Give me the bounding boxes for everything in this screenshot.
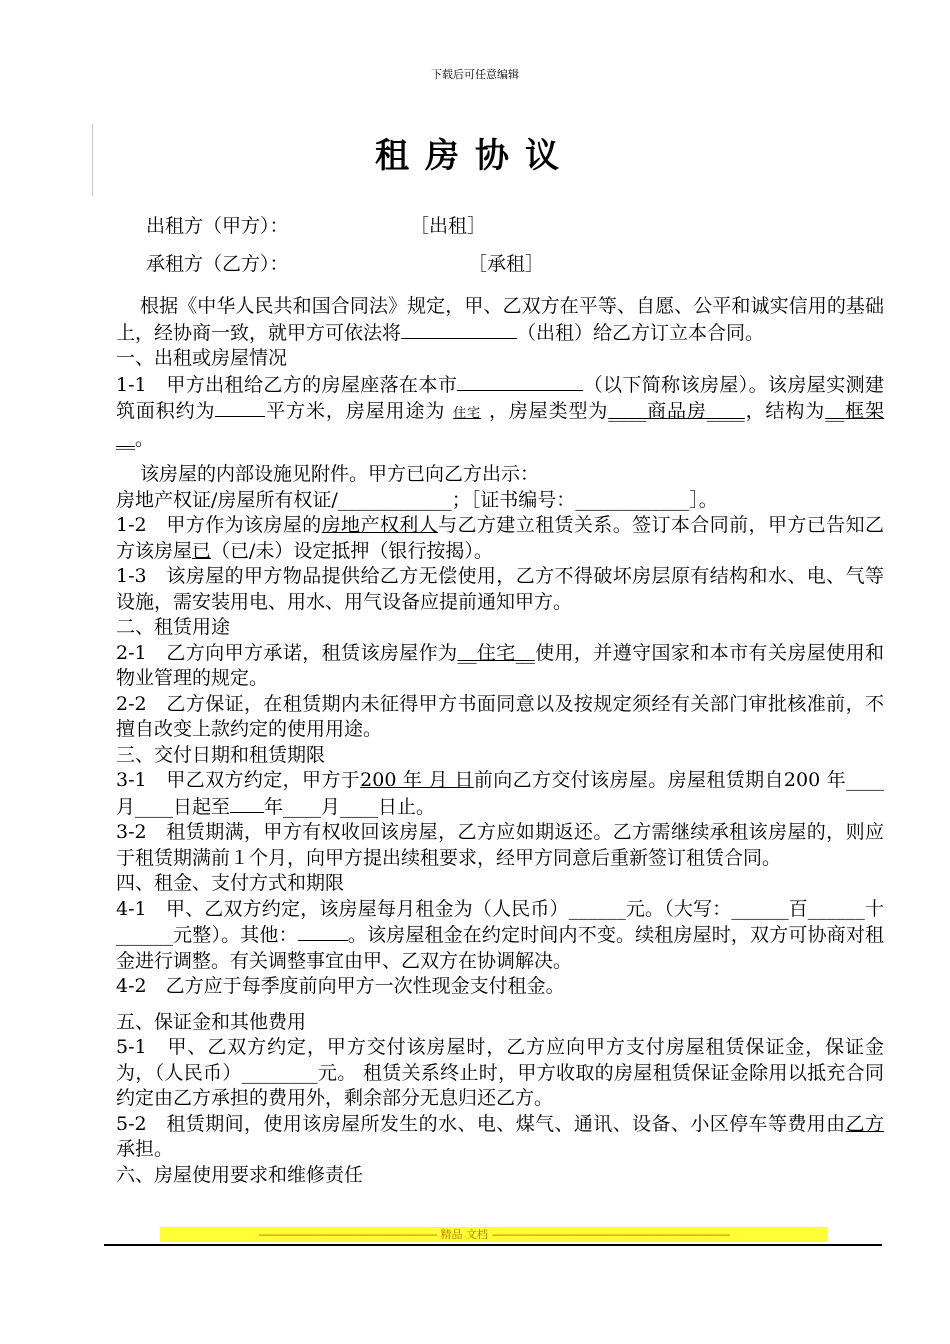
- lessee-line: [146, 249, 545, 276]
- section-4-heading: 四、租金、支付方式和期限: [116, 872, 345, 894]
- section-1-heading: 一、出租或房屋情况: [116, 347, 288, 369]
- property-use: 住宅: [453, 406, 481, 421]
- contract-body: [116, 294, 884, 1188]
- document-title: 租房协议: [375, 136, 575, 176]
- footer-watermark-strip: ------------------------------------------------------------ 精品 文档 --------------------------------------------------------------------------------: [160, 1227, 828, 1242]
- clause-1-3: 1-3 该房屋的甲方物品提供给乙方无偿使用，乙方不得破坏房层原有结构和水、电、气等设施，需安装用电、用水、用气设备应提前通知甲方。: [116, 565, 884, 613]
- clause-1-2: 1-2 甲方作为该房屋的房地产权利人与乙方建立租赁关系。签订本合同前，甲方已告知乙方该房屋已（已/未）设定抵押（银行按揭）。: [116, 514, 884, 562]
- header-note: 下载后可任意编辑: [431, 68, 519, 81]
- lessee-label: 承租方（乙方）：: [146, 253, 289, 275]
- clause-5-2: 5-2 租赁期间，使用该房屋所发生的水、电、煤气、通讯、设备、小区停车等费用由乙方承担。: [116, 1112, 884, 1160]
- clause-3-1: 3-1 甲乙双方约定，甲方于200 年 月 日前向乙方交付该房屋。房屋租赁期自200 年____月____日起至 年____月____日止。: [116, 769, 884, 818]
- lessor-value: ［出租］: [410, 215, 487, 237]
- property-structure: __框架__: [116, 400, 884, 450]
- property-type: ____商品房____: [608, 400, 745, 422]
- clause-1-1: 1-1 甲方出租给乙方的房屋座落在本市 （以下简称该房屋）。该房屋实测建筑面积约为 平方米，房屋用途为 住宅 ，房屋类型为____商品房____，结构为__框架__。: [116, 373, 884, 450]
- intro-paragraph: 根据《中华人民共和国合同法》规定，甲、乙双方在平等、自愿、公平和诚实信用的基础上，经协商一致，就甲方可依法将 （出租）给乙方订立本合同。: [116, 295, 884, 344]
- section-2-heading: 二、租赁用途: [116, 616, 231, 638]
- clause-5-1: 5-1 甲、乙双方约定，甲方交付该房屋时，乙方应向甲方支付房屋租赁保证金，保证金为，（人民币）________元。 租赁关系终止时，甲方收取的房屋租赁保证金除用以抵充合同约定由乙方承担的费用外，剩余部分无息归还乙方。: [116, 1036, 884, 1109]
- lessee-value: ［承租］: [468, 253, 545, 275]
- footer-label: 精品 文档: [440, 1228, 489, 1241]
- clause-2-2: 2-2 乙方保证，在租赁期内未征得甲方书面同意以及按规定须经有关部门审批核准前，不擅自改变上款约定的使用用途。: [116, 692, 884, 740]
- clause-2-1: 2-1 乙方向甲方承诺，租赁该房屋作为__住宅__使用，并遵守国家和本市有关房屋使用和物业管理的规定。: [116, 641, 884, 689]
- section-3-heading: 三、交付日期和租赁期限: [116, 743, 326, 766]
- clause-4-2: 4-2 乙方应于每季度前向甲方一次性现金支付租金。: [116, 975, 565, 997]
- lessor-line: [146, 211, 487, 238]
- clause-3-2: 3-2 租赁期满，甲方有权收回该房屋，乙方应如期返还。乙方需继续承租该房屋的，则应于租赁期满前１个月，向甲方提出续租要求，经甲方同意后重新签订租赁合同。: [116, 821, 884, 869]
- facilities-paragraph: 该房屋的内部设施见附件。甲方已向乙方出示：: [140, 463, 540, 485]
- lessor-label: 出租方（甲方）：: [146, 215, 289, 237]
- clause-4-1: 4-1 甲、乙双方约定，该房屋每月租金为（人民币）______元。（大写：______百______十______元整）。其他： 。该房屋租金在约定时间内不变。续租房屋时，双方可协商对租金进行调整。有关调整事宜由甲、乙双方在协调解决。: [116, 897, 884, 972]
- section-6-heading: 六、房屋使用要求和维修责任: [116, 1163, 364, 1186]
- footer-rule: [104, 1244, 882, 1246]
- certificate-line: 房地产权证/房屋所有权证/____________；［证书编号：____________］。: [116, 488, 718, 511]
- section-5-heading: 五、保证金和其他费用: [116, 1010, 307, 1033]
